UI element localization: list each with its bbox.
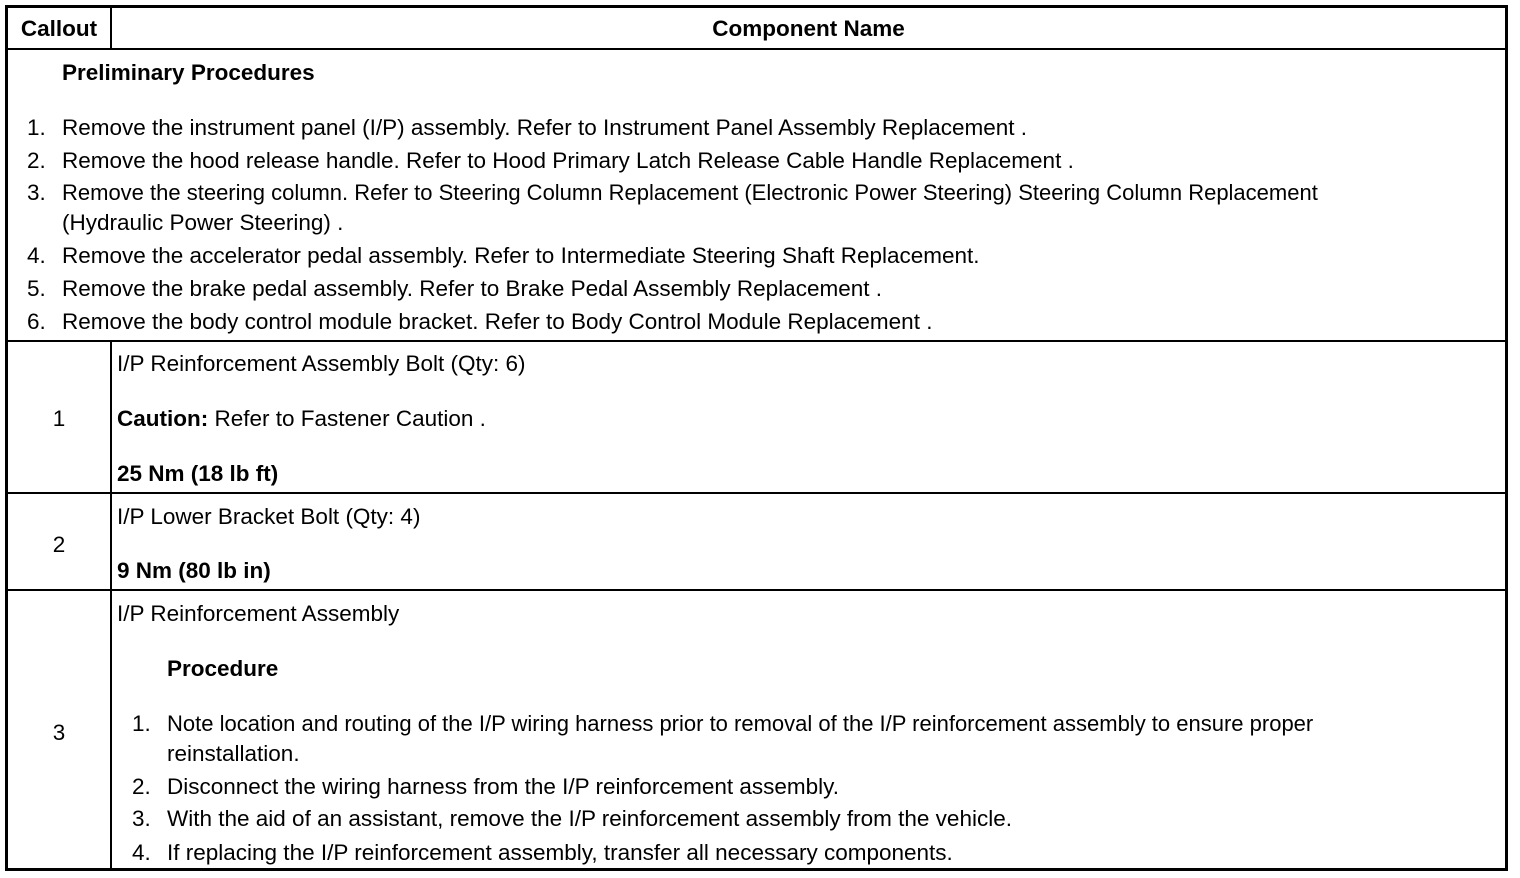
step-number: 3. [132,806,151,831]
step-number: 2. [27,148,46,173]
column-divider-body [110,340,112,868]
step-number: 4. [27,243,46,268]
step-text: If replacing the I/P reinforcement assembly, transfer all necessary components. [167,840,953,865]
step-number: 5. [27,276,46,301]
preliminary-divider [8,340,1505,342]
step-text: Remove the hood release handle. Refer to Hood Primary Latch Release Cable Handle Replacement . [62,148,1074,173]
step-number: 1. [27,115,46,140]
step-number: 4. [132,840,151,865]
step-text-continued: (Hydraulic Power Steering) . [62,210,344,235]
step-text: Note location and routing of the I/P wiring harness prior to removal of the I/P reinforcement assembly to ensure proper [167,711,1314,736]
header-component-name: Component Name [712,16,905,41]
row-1-divider [8,492,1505,494]
step-number: 1. [132,711,151,736]
step-text: Disconnect the wiring harness from the I/P reinforcement assembly. [167,774,839,799]
row-2-divider [8,589,1505,591]
procedure-title: Procedure [167,656,279,681]
step-text-continued: reinstallation. [167,741,300,766]
step-text: Remove the steering column. Refer to Steering Column Replacement (Electronic Power Steering) Steering Column Replacement [62,180,1318,205]
step-text: Remove the accelerator pedal assembly. Refer to Intermediate Steering Shaft Replacement. [62,243,980,268]
callout-number: 1 [52,406,66,431]
step-number: 2. [132,774,151,799]
preliminary-title: Preliminary Procedures [62,60,315,85]
header-divider [8,48,1505,50]
torque-spec: 25 Nm (18 lb ft) [117,461,279,486]
torque-spec: 9 Nm (80 lb in) [117,558,271,583]
caution-text: Refer to Fastener Caution . [208,406,486,431]
caution-label: Caution: [117,406,209,431]
callout-number: 2 [52,532,66,557]
step-number: 6. [27,309,46,334]
header-callout: Callout [20,16,98,41]
step-text: Remove the brake pedal assembly. Refer to Brake Pedal Assembly Replacement . [62,276,882,301]
callout-number: 3 [52,720,66,745]
step-text: With the aid of an assistant, remove the I/P reinforcement assembly from the vehicle. [167,806,1012,831]
step-text: Remove the body control module bracket. Refer to Body Control Module Replacement . [62,309,933,334]
component-name: I/P Reinforcement Assembly Bolt (Qty: 6) [117,351,526,376]
caution-line [117,408,486,431]
step-number: 3. [27,180,46,205]
step-text: Remove the instrument panel (I/P) assembly. Refer to Instrument Panel Assembly Replacement . [62,115,1028,140]
component-name: I/P Lower Bracket Bolt (Qty: 4) [117,504,421,529]
component-name: I/P Reinforcement Assembly [117,601,400,626]
component-table [5,5,1508,871]
